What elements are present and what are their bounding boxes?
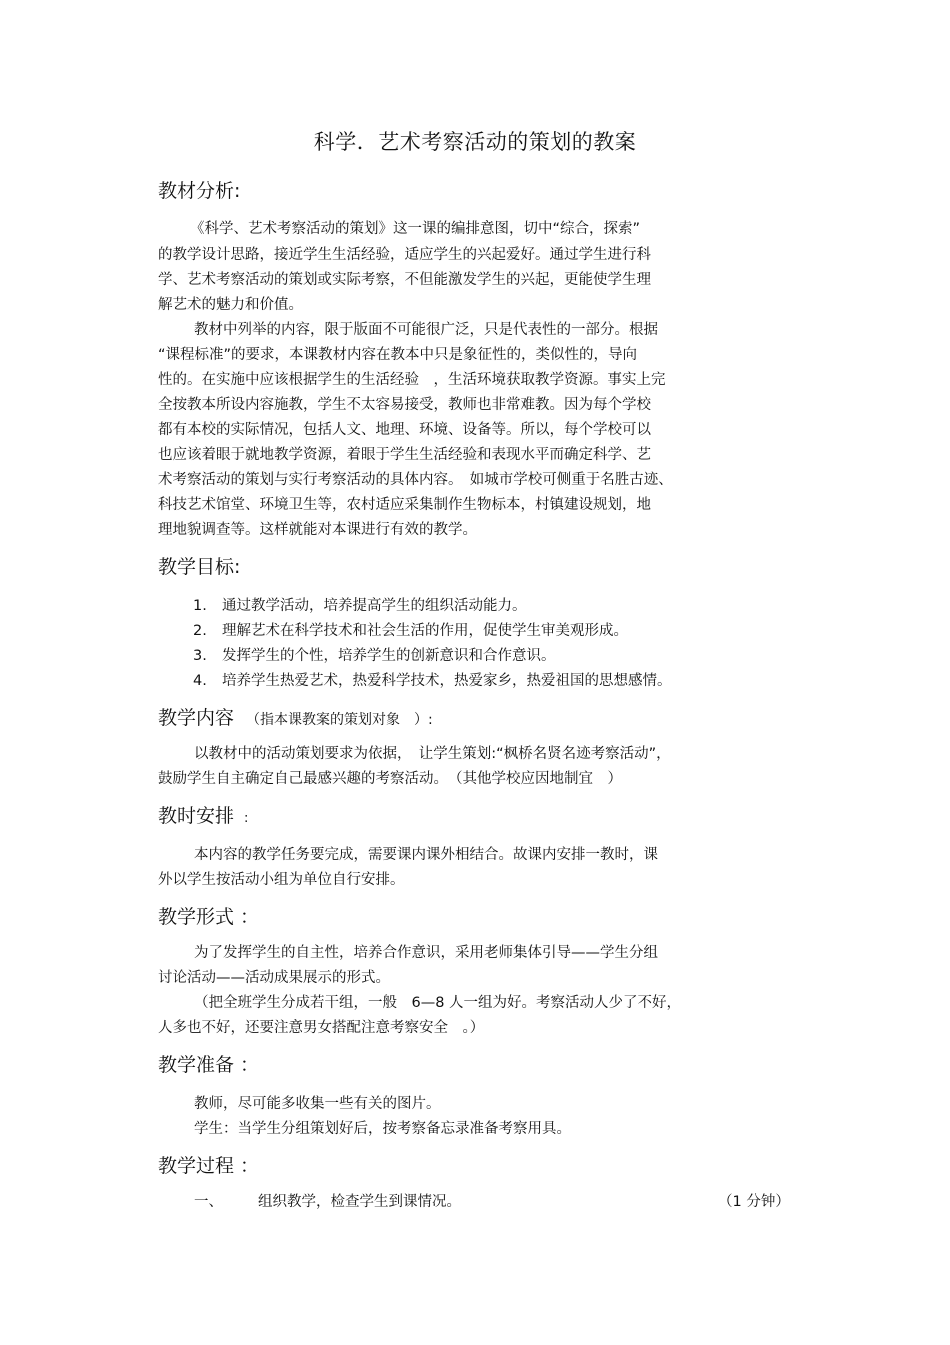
section-heading-prep: 教学准备 ： xyxy=(158,1054,260,1076)
goal-item: 通过教学活动，培养提高学生的组织活动能力。 xyxy=(222,598,527,614)
prep-line: 学生：当学生分组策划好后，按考察备忘录准备考察用具。 xyxy=(194,1121,571,1137)
analysis-line: 《科学、艺术考察活动的策划》这一课的编排意图，切中“综合，探索” xyxy=(190,221,641,237)
content-line: 以教材中的活动策划要求为依据， 让学生策划:“枫桥名贤名迹考察活动”， xyxy=(194,746,671,762)
content-heading-text: 教学内容 xyxy=(158,707,235,729)
goal-number: 4. xyxy=(193,673,207,689)
content-line: 鼓励学生自主确定自己最感兴趣的考察活动。 （其他学校应因地制宜 ） xyxy=(158,771,622,787)
form-line: 人多也不好，还要注意男女搭配注意考察安全 。） xyxy=(158,1020,485,1036)
process-step-number: 一、 xyxy=(194,1194,223,1210)
analysis-line: 科技艺术馆堂、环境卫生等，农村适应采集制作生物标本，村镇建设规划，地 xyxy=(158,497,651,513)
goal-number: 3. xyxy=(193,648,207,664)
process-step-text: 组织教学，检查学生到课情况。 xyxy=(258,1194,461,1210)
analysis-line: 都有本校的实际情况，包括人文、地理、环境、设备等。所以，每个学校可以 xyxy=(158,422,651,438)
schedule-heading-text: 教时安排 xyxy=(158,805,235,827)
page-title: 科学．艺术考察活动的策划的教案 xyxy=(313,130,637,154)
goal-item: 发挥学生的个性，培养学生的创新意识和合作意识。 xyxy=(222,648,556,664)
form-line: （把全班学生分成若干组，一般 6—8 人一组为好。考察活动人少了不好， xyxy=(194,995,682,1011)
goal-item: 培养学生热爱艺术，热爱科学技术，热爱家乡，热爱祖国的思想感情。 xyxy=(222,673,672,689)
section-heading-process: 教学过程 ： xyxy=(158,1155,260,1177)
goal-item: 理解艺术在科学技术和社会生活的作用，促使学生审美观形成。 xyxy=(222,623,628,639)
section-heading-content xyxy=(158,705,433,733)
analysis-line: 全按教本所设内容施教，学生不太容易接受，教师也非常难教。因为每个学校 xyxy=(158,397,651,413)
analysis-line: 性的。在实施中应该根据学生的生活经验 ，生活环境获取教学资源。事实上完 xyxy=(158,372,666,388)
analysis-line: “课程标准”的要求，本课教材内容在教本中只是象征性的，类似性的，导向 xyxy=(158,347,638,363)
analysis-line: 解艺术的魅力和价值。 xyxy=(158,297,303,313)
analysis-line: 术考察活动的策划与实行考察活动的具体内容。 如城市学校可侧重于名胜古迹、 xyxy=(158,472,673,488)
analysis-line: 学、艺术考察活动的策划或实际考察，不但能激发学生的兴起，更能使学生理 xyxy=(158,272,651,288)
prep-line: 教师，尽可能多收集一些有关的图片。 xyxy=(194,1096,441,1112)
section-heading-form: 教学形式 ： xyxy=(158,906,260,928)
schedule-line: 本内容的教学任务要完成，需要课内课外相结合。故课内安排一教时，课 xyxy=(194,847,658,863)
goal-number: 2. xyxy=(193,623,207,639)
process-step-time: （1 分钟） xyxy=(718,1194,790,1210)
schedule-heading-colon: : xyxy=(244,811,249,826)
analysis-line: 教材中列举的内容，限于版面不可能很广泛，只是代表性的一部分。根据 xyxy=(194,322,658,338)
schedule-line: 外以学生按活动小组为单位自行安排。 xyxy=(158,872,405,888)
content-subheading: （指本课教案的策划对象 ）: xyxy=(246,712,433,728)
form-line: 讨论活动——活动成果展示的形式。 xyxy=(158,970,390,986)
section-heading-analysis: 教材分析: xyxy=(158,180,241,202)
goal-number: 1. xyxy=(193,598,207,614)
form-line: 为了发挥学生的自主性，培养合作意识，采用老师集体引导——学生分组 xyxy=(194,945,658,961)
section-heading-schedule xyxy=(158,803,248,832)
analysis-line: 理地貌调查等。这样就能对本课进行有效的教学。 xyxy=(158,522,477,538)
analysis-line: 也应该着眼于就地教学资源，着眼于学生生活经验和表现水平而确定科学、艺 xyxy=(158,447,651,463)
analysis-line: 的教学设计思路，接近学生生活经验，适应学生的兴起爱好。通过学生进行科 xyxy=(158,247,651,263)
section-heading-goals: 教学目标: xyxy=(158,556,241,578)
